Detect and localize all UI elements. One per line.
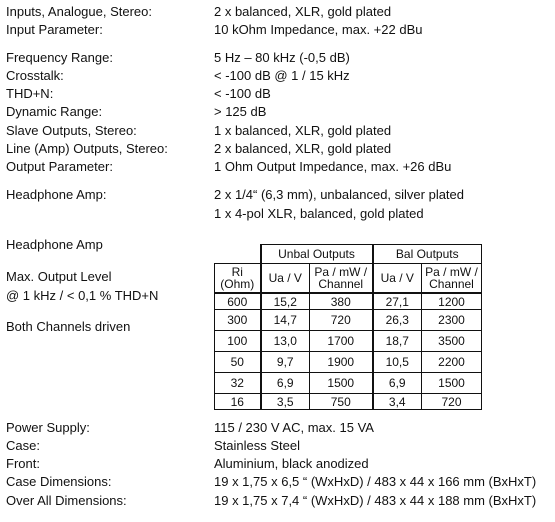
- spec-value-headphone-amp-2: 1 x 4-pol XLR, balanced, gold plated: [214, 206, 424, 221]
- spec-label-line-outputs: Line (Amp) Outputs, Stereo:: [6, 141, 168, 156]
- spec-label-thd: THD+N:: [6, 86, 54, 101]
- spec-value-thd: < -100 dB: [214, 86, 271, 101]
- cell-bal-ua: 10,5: [373, 352, 422, 373]
- headphone-output-table: [214, 244, 482, 410]
- cell-bal-ua: 3,4: [373, 394, 422, 410]
- table-row: [215, 310, 482, 331]
- cell-bal-pa: 1500: [422, 373, 482, 394]
- header-unbal-pa: Pa / mW / Channel: [310, 264, 373, 294]
- max-output-label: Max. Output Level: [6, 269, 112, 284]
- cell-bal-pa: 2200: [422, 352, 482, 373]
- spec-value-line-outputs: 2 x balanced, XLR, gold plated: [214, 141, 392, 156]
- cell-unbal-pa: 380: [310, 293, 373, 310]
- spec-value-crosstalk: < -100 dB @ 1 / 15 kHz: [214, 68, 350, 83]
- header-bal-ua: Ua / V: [373, 264, 422, 294]
- table-row: [215, 352, 482, 373]
- cell-unbal-pa: 1700: [310, 331, 373, 352]
- table-row: [215, 373, 482, 394]
- cell-ri: 32: [215, 373, 261, 394]
- cell-bal-ua: 6,9: [373, 373, 422, 394]
- spec-label-front: Front:: [6, 456, 40, 471]
- header-unbal-ua: Ua / V: [261, 264, 310, 294]
- table-row: [215, 331, 482, 352]
- cell-bal-ua: 27,1: [373, 293, 422, 310]
- spec-label-slave-outputs: Slave Outputs, Stereo:: [6, 123, 137, 138]
- spec-label-headphone-amp: Headphone Amp:: [6, 187, 107, 202]
- spec-label-case-dimensions: Case Dimensions:: [6, 474, 112, 489]
- spec-label-crosstalk: Crosstalk:: [6, 68, 64, 83]
- max-output-condition: @ 1 kHz / < 0,1 % THD+N: [6, 288, 159, 303]
- table-corner-cell: [215, 245, 261, 264]
- table-row: [215, 394, 482, 410]
- header-unbal-outputs: Unbal Outputs: [261, 245, 373, 264]
- spec-label-power-supply: Power Supply:: [6, 420, 90, 435]
- spec-value-front: Aluminium, black anodized: [214, 456, 369, 471]
- cell-unbal-ua: 15,2: [261, 293, 310, 310]
- spec-value-case-dimensions: 19 x 1,75 x 6,5 “ (WxHxD) / 483 x 44 x 166 mm (BxHxT): [214, 474, 537, 489]
- cell-ri: 300: [215, 310, 261, 331]
- header-ri: Ri (Ohm): [215, 264, 261, 294]
- spec-label-frequency-range: Frequency Range:: [6, 50, 113, 65]
- spec-value-power-supply: 115 / 230 V AC, max. 15 VA: [214, 420, 374, 435]
- headphone-table-title: Headphone Amp: [6, 237, 103, 252]
- cell-bal-pa: 720: [422, 394, 482, 410]
- cell-unbal-pa: 1500: [310, 373, 373, 394]
- cell-bal-ua: 18,7: [373, 331, 422, 352]
- spec-value-inputs: 2 x balanced, XLR, gold plated: [214, 4, 392, 19]
- spec-label-inputs: Inputs, Analogue, Stereo:: [6, 4, 152, 19]
- header-bal-pa: Pa / mW / Channel: [422, 264, 482, 294]
- cell-ri: 100: [215, 331, 261, 352]
- cell-ri: 600: [215, 293, 261, 310]
- cell-unbal-ua: 3,5: [261, 394, 310, 410]
- spec-label-output-parameter: Output Parameter:: [6, 159, 113, 174]
- spec-value-frequency-range: 5 Hz – 80 kHz (-0,5 dB): [214, 50, 350, 65]
- cell-unbal-pa: 1900: [310, 352, 373, 373]
- spec-value-headphone-amp-1: 2 x 1/4“ (6,3 mm), unbalanced, silver plated: [214, 187, 465, 202]
- spec-value-slave-outputs: 1 x balanced, XLR, gold plated: [214, 123, 392, 138]
- spec-label-case: Case:: [6, 438, 40, 453]
- cell-unbal-pa: 750: [310, 394, 373, 410]
- cell-bal-pa: 2300: [422, 310, 482, 331]
- spec-value-case: Stainless Steel: [214, 438, 300, 453]
- header-bal-outputs: Bal Outputs: [373, 245, 482, 264]
- cell-unbal-pa: 720: [310, 310, 373, 331]
- both-channels-label: Both Channels driven: [6, 319, 131, 334]
- cell-unbal-ua: 6,9: [261, 373, 310, 394]
- spec-value-overall-dimensions: 19 x 1,75 x 7,4 “ (WxHxD) / 483 x 44 x 188 mm (BxHxT): [214, 493, 537, 508]
- cell-ri: 16: [215, 394, 261, 410]
- spec-label-dynamic-range: Dynamic Range:: [6, 104, 103, 119]
- spec-value-dynamic-range: > 125 dB: [214, 104, 267, 119]
- spec-value-output-parameter: 1 Ohm Output Impedance, max. +26 dBu: [214, 159, 452, 174]
- cell-unbal-ua: 14,7: [261, 310, 310, 331]
- cell-unbal-ua: 13,0: [261, 331, 310, 352]
- spec-label-overall-dimensions: Over All Dimensions:: [6, 493, 127, 508]
- cell-bal-pa: 3500: [422, 331, 482, 352]
- cell-bal-ua: 26,3: [373, 310, 422, 331]
- table-row: [215, 293, 482, 310]
- spec-value-input-parameter: 10 kOhm Impedance, max. +22 dBu: [214, 22, 423, 37]
- spec-label-input-parameter: Input Parameter:: [6, 22, 103, 37]
- cell-unbal-ua: 9,7: [261, 352, 310, 373]
- cell-ri: 50: [215, 352, 261, 373]
- cell-bal-pa: 1200: [422, 293, 482, 310]
